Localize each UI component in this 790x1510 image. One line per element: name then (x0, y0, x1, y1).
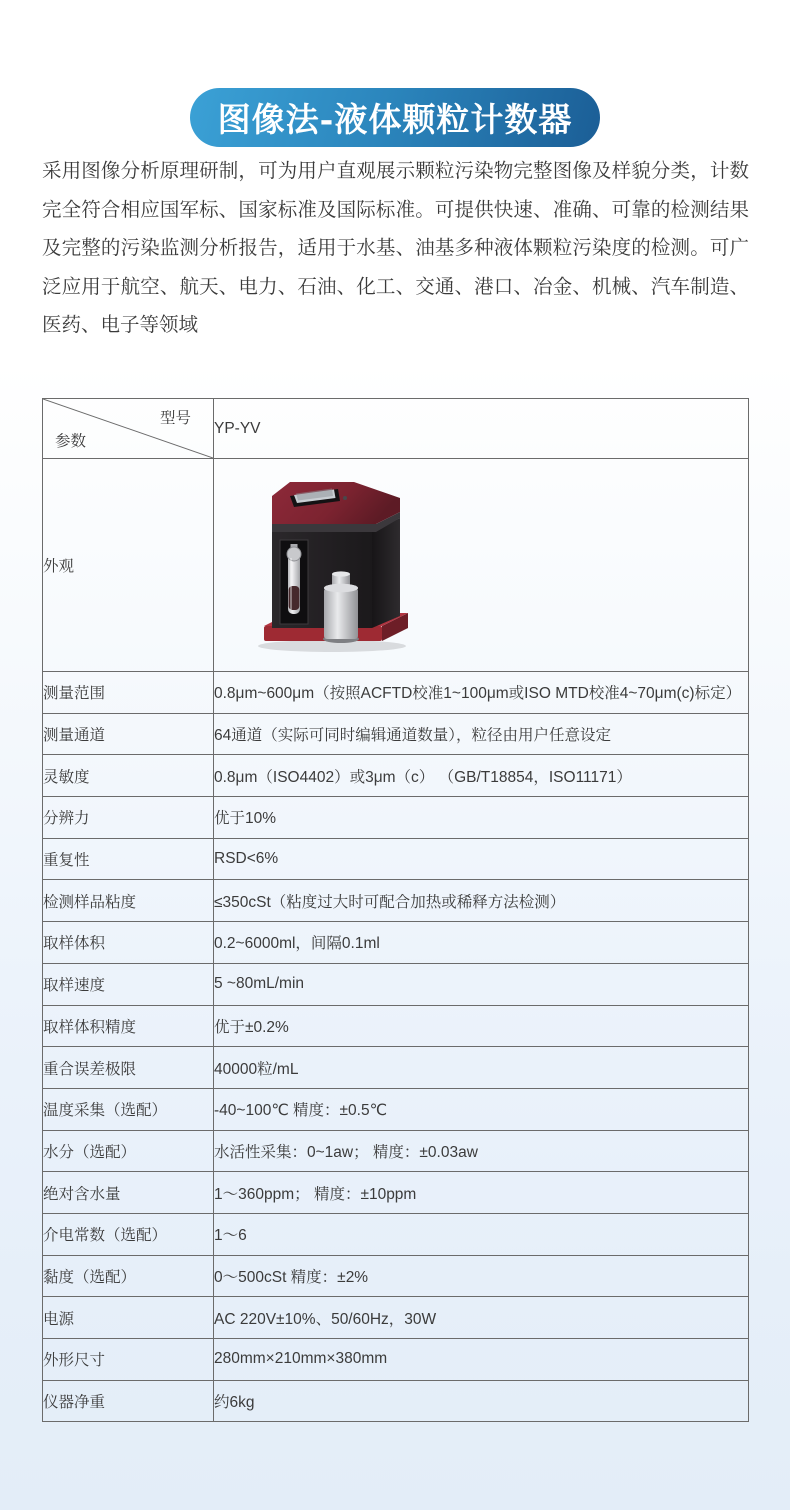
param-value: ≤350cSt（粘度过大时可配合加热或稀释方法检测） (214, 880, 749, 922)
table-row (43, 922, 749, 964)
table-row (43, 1005, 749, 1047)
table-row (43, 1339, 749, 1381)
param-label: 仪器净重 (43, 1380, 214, 1422)
product-image (214, 466, 748, 664)
param-label: 灵敏度 (43, 755, 214, 797)
param-value: RSD<6% (214, 838, 749, 880)
corner-label-parameter: 参数 (55, 433, 87, 450)
param-label: 温度采集（选配） (43, 1088, 214, 1130)
table-row (43, 1172, 749, 1214)
product-description: 采用图像分析原理研制，可为用户直观展示颗粒污染物完整图像及样貌分类，计数完全符合相应国军标、国家标准及国际标准。可提供快速、准确、可靠的检测结果及完整的污染监测分析报告，适用于水基、油基多种液体颗粒污染度的检测。可广泛应用于航空、航天、电力、石油、化工、交通、港口、冶金、机械、汽车制造、医药、电子等领域 (42, 160, 749, 336)
param-value: 0.8μm~600μm（按照ACFTD校准1~100μm或ISO MTD校准4~70μm(c)标定） (214, 672, 749, 714)
table-row (43, 713, 749, 755)
param-value: 40000粒/mL (214, 1047, 749, 1089)
table-row (43, 1088, 749, 1130)
param-label: 电源 (43, 1297, 214, 1339)
table-row (43, 755, 749, 797)
param-label: 外形尺寸 (43, 1339, 214, 1381)
param-label: 介电常数（选配） (43, 1213, 214, 1255)
param-value: 优于10% (214, 797, 749, 839)
param-value: 5 ~80mL/min (214, 963, 749, 1005)
page-title: 图像法-液体颗粒计数器 (217, 100, 573, 139)
table-row (43, 1213, 749, 1255)
corner-label-model: 型号 (159, 410, 191, 427)
param-value: 0～500cSt 精度：±2% (214, 1255, 749, 1297)
table-corner-cell (43, 399, 214, 459)
param-value: 0.2~6000ml，间隔0.1ml (214, 922, 749, 964)
table-row (43, 672, 749, 714)
param-label: 取样体积精度 (43, 1005, 214, 1047)
appearance-image-cell (214, 459, 749, 672)
param-value: 水活性采集：0~1aw； 精度：±0.03aw (214, 1130, 749, 1172)
param-value: 0.8μm（ISO4402）或3μm（c） （GB/T18854，ISO11171） (214, 755, 749, 797)
param-label: 测量通道 (43, 713, 214, 755)
param-label: 分辨力 (43, 797, 214, 839)
param-value: 优于±0.2% (214, 1005, 749, 1047)
param-value: 约6kg (214, 1380, 749, 1422)
param-label: 取样体积 (43, 922, 214, 964)
table-row (43, 880, 749, 922)
param-value: -40~100℃ 精度：±0.5℃ (214, 1088, 749, 1130)
model-value: YP-YV (214, 399, 749, 459)
param-value: 1～6 (214, 1213, 749, 1255)
table-row (43, 963, 749, 1005)
param-value: 64通道（实际可同时编辑通道数量），粒径由用户任意设定 (214, 713, 749, 755)
table-row (43, 1047, 749, 1089)
spec-table (42, 398, 749, 1422)
param-value: 280mm×210mm×380mm (214, 1339, 749, 1381)
param-label: 重合误差极限 (43, 1047, 214, 1089)
param-label: 重复性 (43, 838, 214, 880)
appearance-label: 外观 (43, 459, 214, 672)
page-title-banner (190, 88, 600, 147)
param-label: 测量范围 (43, 672, 214, 714)
param-label: 黏度（选配） (43, 1255, 214, 1297)
table-row (43, 838, 749, 880)
param-label: 检测样品粘度 (43, 880, 214, 922)
param-value: AC 220V±10%、50/60Hz，30W (214, 1297, 749, 1339)
appearance-row (43, 459, 749, 672)
param-label: 取样速度 (43, 963, 214, 1005)
param-value: 1～360ppm； 精度：±10ppm (214, 1172, 749, 1214)
param-label: 水分（选配） (43, 1130, 214, 1172)
table-row (43, 1380, 749, 1422)
table-header-row (43, 399, 749, 459)
table-row (43, 797, 749, 839)
liquid-particle-counter-illustration (236, 474, 422, 656)
table-row (43, 1297, 749, 1339)
param-label: 绝对含水量 (43, 1172, 214, 1214)
table-row (43, 1255, 749, 1297)
table-row (43, 1130, 749, 1172)
